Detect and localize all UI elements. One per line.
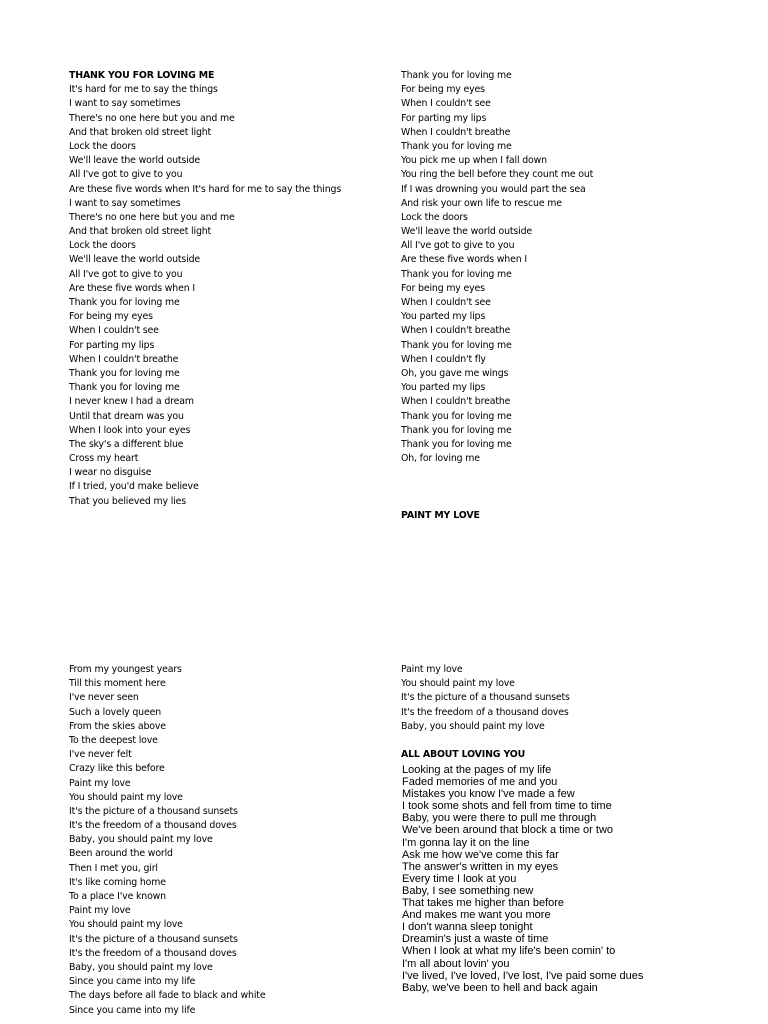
lyric-line: Baby, we've been to hell and back again: [402, 981, 598, 994]
lyric-line: From my youngest years: [69, 664, 182, 675]
lyric-line: It's hard for me to say the things: [69, 84, 218, 96]
lyric-line: All I've got to give to you: [69, 268, 183, 280]
lyric-line: Thank you for loving me: [401, 438, 512, 450]
lyric-line: Thank you for loving me: [401, 140, 512, 152]
lyric-line: When I couldn't breathe: [401, 396, 511, 408]
lyric-line: For being my eyes: [69, 311, 153, 323]
lyric-line: Cross my heart: [69, 453, 139, 465]
lyrics-column-right-page2: [401, 663, 570, 734]
lyric-line: Lock the doors: [401, 211, 468, 223]
lyric-line: Lock the doors: [69, 140, 136, 152]
lyric-line: Oh, you gave me wings: [401, 367, 509, 379]
lyric-line: Lock the doors: [69, 240, 136, 252]
lyric-line: For parting my lips: [69, 339, 155, 351]
lyric-line: Mistakes you know I've made a few: [402, 788, 575, 801]
lyric-line: We'll leave the world outside: [69, 155, 201, 167]
lyric-line: Thank you for loving me: [401, 410, 512, 422]
song-title: PAINT MY LOVE: [401, 510, 480, 521]
lyric-line: Are these five words when I: [401, 254, 527, 266]
lyric-line: And that broken old street light: [69, 226, 212, 238]
lyric-line: And that broken old street light: [69, 126, 212, 138]
lyric-line: When I couldn't breathe: [401, 325, 511, 337]
lyric-line: It's the picture of a thousand sunsets: [401, 692, 570, 704]
lyric-line: We've been around that block a time or two: [402, 824, 614, 837]
lyric-line: I've never seen: [69, 692, 139, 704]
lyric-line: When I couldn't see: [401, 297, 491, 308]
lyric-line: Ask me how we've come this far: [402, 848, 559, 861]
lyrics-column-left-page2: [69, 663, 265, 1018]
lyric-line: Looking at the pages of my life: [402, 764, 552, 776]
lyric-line: Baby, you should paint my love: [69, 961, 213, 973]
lyric-line: Been around the world: [69, 848, 173, 860]
lyric-line: Thank you for loving me: [69, 382, 180, 394]
lyric-line: You should paint my love: [401, 678, 515, 690]
lyric-line: Then I met you, girl: [69, 862, 158, 874]
lyric-line: I don't wanna sleep tonight: [402, 921, 533, 934]
lyric-line: The sky's a different blue: [69, 438, 184, 450]
lyric-line: You should paint my love: [69, 919, 183, 931]
lyric-line: I never knew I had a dream: [69, 396, 194, 408]
next-song-heading: [401, 509, 480, 523]
lyric-line: That you believed my lies: [69, 495, 186, 507]
lyric-line: Baby, you were there to pull me through: [402, 812, 597, 825]
lyric-line: And risk your own life to rescue me: [401, 197, 562, 209]
lyric-line: Thank you for loving me: [401, 424, 512, 436]
lyric-line: Thank you for loving me: [69, 367, 180, 379]
lyric-line: Baby, you should paint my love: [69, 834, 213, 846]
lyric-line: Are these five words when I: [69, 282, 195, 294]
lyric-line: There's no one here but you and me: [69, 112, 235, 124]
lyric-line: I want to say sometimes: [69, 197, 181, 209]
lyric-line: If I was drowning you would part the sea: [401, 183, 586, 195]
lyric-line: From the skies above: [69, 720, 166, 732]
lyric-line: Crazy like this before: [69, 763, 165, 775]
lyrics-column-left-page1: [69, 69, 341, 509]
lyric-line: Paint my love: [401, 664, 463, 675]
lyric-line: For parting my lips: [401, 112, 487, 124]
lyric-line: All I've got to give to you: [69, 169, 183, 181]
lyric-line: Are these five words when It's hard for me to say the things: [69, 183, 342, 195]
lyrics-block-arial: [402, 764, 643, 994]
lyric-line: For being my eyes: [401, 84, 485, 96]
lyric-line: Baby, I see something new: [402, 884, 534, 897]
lyric-line: And makes me want you more: [402, 909, 551, 922]
lyric-line: When I look into your eyes: [69, 424, 191, 436]
lyric-line: It's the freedom of a thousand doves: [69, 820, 237, 832]
lyric-line: Till this moment here: [69, 678, 166, 690]
lyrics-column-right-page1: [401, 69, 593, 466]
lyric-line: I took some shots and fell from time to time: [402, 800, 612, 813]
lyric-line: You parted my lips: [401, 311, 486, 323]
lyric-line: All I've got to give to you: [401, 240, 515, 252]
lyric-line: Such a lovely queen: [69, 706, 162, 718]
lyric-line: When I couldn't see: [401, 98, 491, 110]
lyric-line: It's like coming home: [69, 876, 166, 888]
lyric-line: To the deepest love: [69, 734, 158, 746]
lyric-line: I want to say sometimes: [69, 98, 181, 110]
lyric-line: I'm all about lovin' you: [402, 957, 510, 970]
lyric-line: When I couldn't fly: [401, 353, 486, 365]
lyric-line: When I look at what my life's been comin' to: [402, 945, 616, 958]
song-title: ALL ABOUT LOVING YOU: [401, 749, 526, 760]
lyric-line: Faded memories of me and you: [402, 776, 558, 789]
lyric-line: Every time I look at you: [402, 872, 517, 885]
lyric-line: It's the picture of a thousand sunsets: [69, 933, 238, 945]
lyric-line: I wear no disguise: [69, 467, 152, 479]
lyric-line: Paint my love: [69, 777, 131, 789]
lyric-line: Thank you for loving me: [401, 339, 512, 351]
lyric-line: It's the picture of a thousand sunsets: [69, 805, 238, 817]
lyric-line: For being my eyes: [401, 282, 485, 294]
song-title: THANK YOU FOR LOVING ME: [69, 70, 215, 81]
lyric-line: Until that dream was you: [69, 410, 184, 422]
lyric-line: I've lived, I've loved, I've lost, I've paid some dues: [402, 969, 644, 982]
lyric-line: That takes me higher than before: [402, 897, 565, 910]
lyric-line: I've never felt: [69, 749, 132, 761]
lyric-line: Thank you for loving me: [401, 70, 512, 81]
lyric-line: The days before all fade to black and white: [69, 990, 266, 1002]
lyric-line: Baby, you should paint my love: [401, 720, 545, 732]
next-song-heading: [401, 748, 525, 762]
lyric-line: There's no one here but you and me: [69, 211, 235, 223]
lyric-line: Oh, for loving me: [401, 453, 480, 465]
lyric-line: When I couldn't breathe: [69, 353, 179, 365]
lyric-line: If I tried, you'd make believe: [69, 481, 199, 493]
lyric-line: It's the freedom of a thousand doves: [69, 947, 237, 959]
lyric-line: We'll leave the world outside: [69, 254, 201, 266]
lyric-line: To a place I've known: [69, 891, 166, 902]
lyric-line: You should paint my love: [69, 791, 183, 803]
lyric-line: I'm gonna lay it on the line: [402, 836, 530, 849]
lyric-line: Since you came into my life: [69, 976, 196, 988]
lyric-line: When I couldn't see: [69, 325, 159, 337]
lyric-line: Dreamin's just a waste of time: [402, 933, 549, 946]
lyric-line: Thank you for loving me: [401, 268, 512, 280]
lyric-line: You parted my lips: [401, 382, 486, 394]
lyric-line: Paint my love: [69, 905, 131, 917]
lyric-line: You ring the bell before they count me out: [401, 169, 594, 181]
lyric-line: It's the freedom of a thousand doves: [401, 706, 569, 718]
lyric-line: Since you came into my life: [69, 1004, 196, 1016]
lyric-line: Thank you for loving me: [69, 297, 180, 308]
lyric-line: You pick me up when I fall down: [401, 155, 547, 167]
lyric-line: The answer's written in my eyes: [402, 860, 559, 873]
lyric-line: We'll leave the world outside: [401, 226, 533, 238]
lyric-line: When I couldn't breathe: [401, 126, 511, 138]
